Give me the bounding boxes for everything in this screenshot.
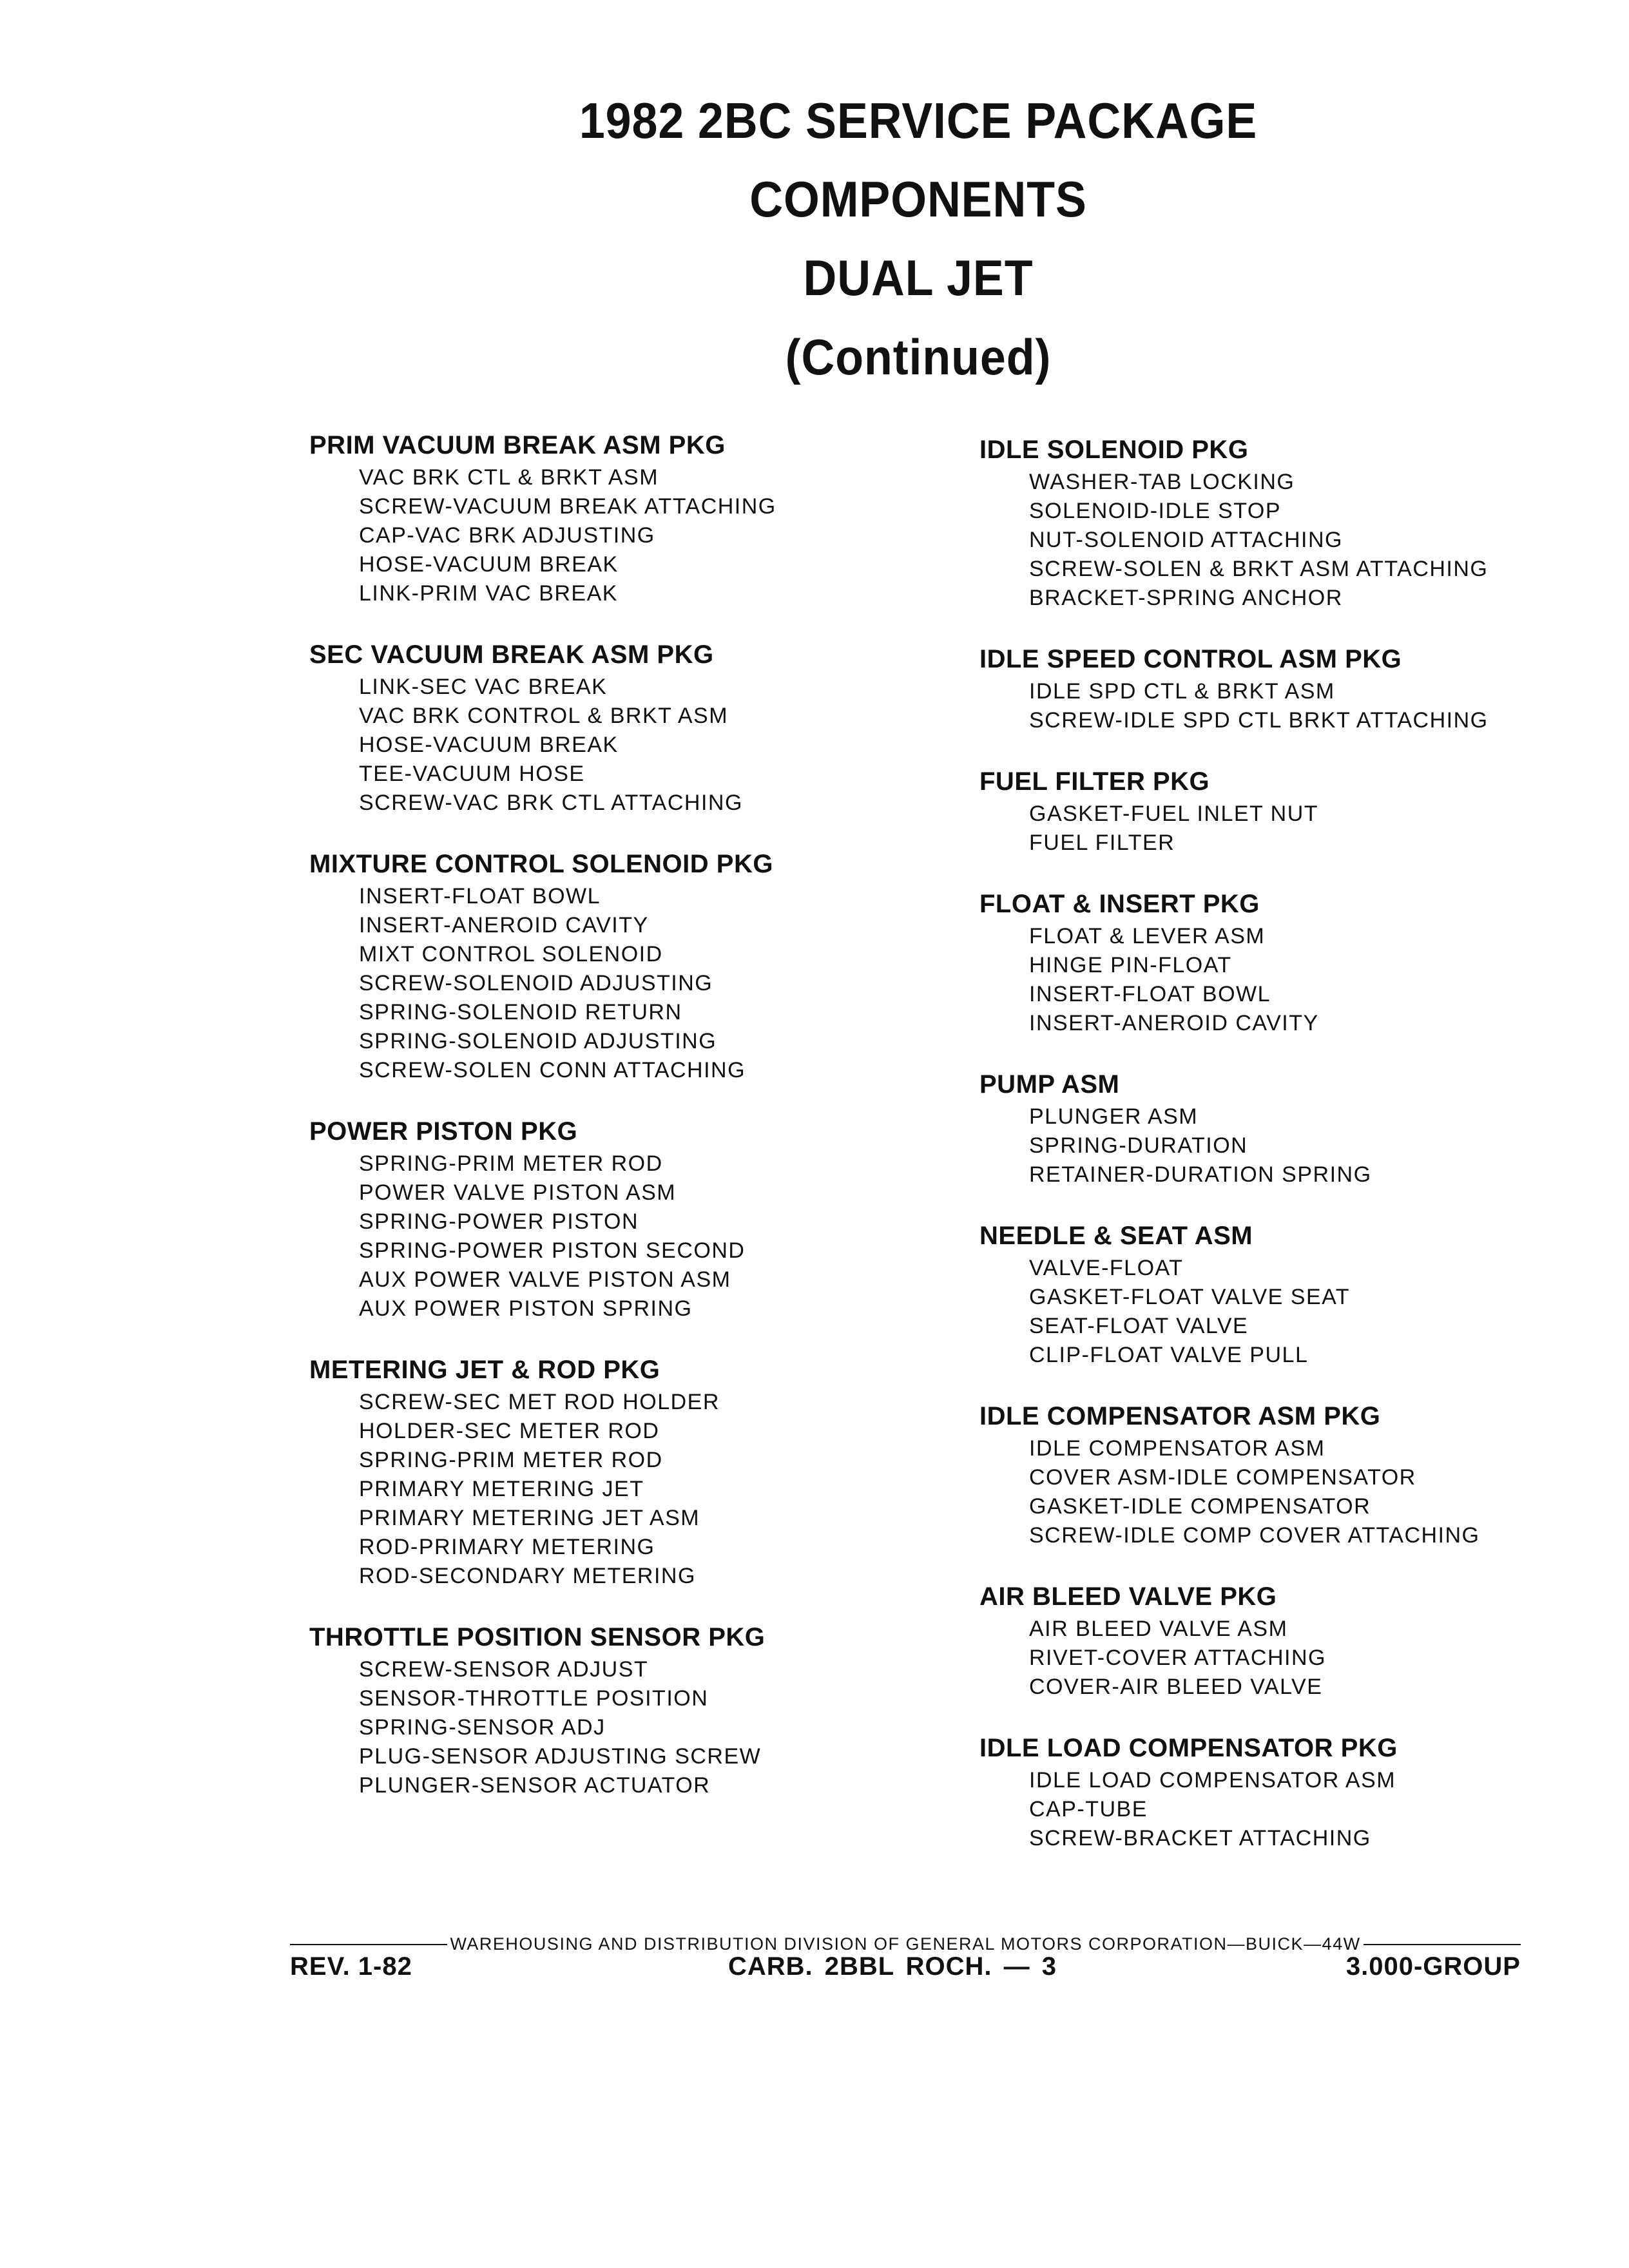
- component-item: SPRING-DURATION: [1029, 1133, 1248, 1158]
- component-item: AUX POWER VALVE PISTON ASM: [359, 1267, 731, 1292]
- package-group: [979, 765, 1624, 858]
- package-group: [979, 887, 1624, 1038]
- component-item: CLIP-FLOAT VALVE PULL: [1029, 1343, 1309, 1367]
- footer-division-line: [290, 1934, 1521, 1954]
- package-title: POWER PISTON PKG: [309, 1117, 578, 1146]
- left-column: [309, 428, 954, 1830]
- component-list: [309, 882, 954, 1085]
- package-title: METERING JET & ROD PKG: [309, 1356, 660, 1384]
- component-list: [979, 1254, 1624, 1370]
- component-item: SCREW-SEC MET ROD HOLDER: [359, 1390, 720, 1414]
- component-item: TEE-VACUUM HOSE: [359, 762, 585, 786]
- page-title-line-1: 1982 2BC SERVICE PACKAGE: [579, 92, 1258, 149]
- component-item: HOSE-VACUUM BREAK: [359, 552, 619, 577]
- component-item: LINK-SEC VAC BREAK: [359, 675, 608, 699]
- package-title: FLOAT & INSERT PKG: [979, 890, 1260, 918]
- package-title: IDLE COMPENSATOR ASM PKG: [979, 1402, 1381, 1430]
- component-item: SCREW-SENSOR ADJUST: [359, 1657, 649, 1682]
- package-group: [979, 433, 1624, 613]
- package-title: PRIM VACUUM BREAK ASM PKG: [309, 431, 726, 459]
- component-item: WASHER-TAB LOCKING: [1029, 470, 1295, 494]
- component-item: SCREW-SOLENOID ADJUSTING: [359, 971, 713, 995]
- component-item: CAP-TUBE: [1029, 1797, 1148, 1821]
- component-item: HOLDER-SEC METER ROD: [359, 1419, 660, 1443]
- page-title-line-4: (Continued): [785, 329, 1052, 385]
- component-list: [309, 1655, 954, 1800]
- package-group: [309, 1353, 954, 1591]
- component-list: [979, 922, 1624, 1038]
- package-title: IDLE SPEED CONTROL ASM PKG: [979, 645, 1402, 673]
- component-list: [309, 1388, 954, 1591]
- component-item: PRIMARY METERING JET ASM: [359, 1506, 700, 1530]
- page-title-line-3: DUAL JET: [803, 249, 1034, 306]
- component-item: GASKET-IDLE COMPENSATOR: [1029, 1494, 1371, 1519]
- package-title: IDLE SOLENOID PKG: [979, 436, 1249, 464]
- package-group: [979, 642, 1624, 735]
- component-item: COVER-AIR BLEED VALVE: [1029, 1675, 1323, 1699]
- package-group: [979, 1068, 1624, 1189]
- package-group: [979, 1580, 1624, 1702]
- package-group: [979, 1731, 1624, 1853]
- component-item: POWER VALVE PISTON ASM: [359, 1180, 677, 1205]
- component-item: SPRING-SOLENOID RETURN: [359, 1000, 682, 1024]
- package-group: [309, 428, 954, 608]
- package-title: THROTTLE POSITION SENSOR PKG: [309, 1623, 766, 1651]
- component-item: SPRING-POWER PISTON SECOND: [359, 1238, 746, 1263]
- component-item: VALVE-FLOAT: [1029, 1256, 1184, 1280]
- component-item: IDLE COMPENSATOR ASM: [1029, 1436, 1325, 1461]
- footer-division-text: WAREHOUSING AND DISTRIBUTION DIVISION OF GENERAL MOTORS CORPORATION—BUICK—44W: [450, 1934, 1361, 1954]
- footer-group: 3.000-GROUP: [1345, 1952, 1521, 1981]
- component-list: [979, 1615, 1624, 1702]
- component-item: PLUNGER ASM: [1029, 1104, 1199, 1129]
- component-item: VAC BRK CTL & BRKT ASM: [359, 465, 659, 490]
- component-list: [979, 677, 1624, 735]
- component-item: SENSOR-THROTTLE POSITION: [359, 1686, 709, 1711]
- component-item: PRIMARY METERING JET: [359, 1477, 644, 1501]
- component-item: SPRING-PRIM METER ROD: [359, 1448, 663, 1472]
- package-title: SEC VACUUM BREAK ASM PKG: [309, 640, 714, 669]
- package-title: NEEDLE & SEAT ASM: [979, 1222, 1253, 1250]
- component-item: INSERT-ANEROID CAVITY: [1029, 1011, 1319, 1035]
- component-item: SCREW-SOLEN CONN ATTACHING: [359, 1058, 746, 1082]
- component-item: GASKET-FLOAT VALVE SEAT: [1029, 1285, 1351, 1309]
- package-group: [309, 1115, 954, 1323]
- component-item: NUT-SOLENOID ATTACHING: [1029, 528, 1344, 552]
- component-item: AIR BLEED VALVE ASM: [1029, 1617, 1288, 1641]
- package-group: [979, 1399, 1624, 1550]
- package-title: AIR BLEED VALVE PKG: [979, 1582, 1277, 1611]
- package-title: PUMP ASM: [979, 1070, 1120, 1099]
- component-list: [309, 463, 954, 608]
- component-item: PLUNGER-SENSOR ACTUATOR: [359, 1773, 711, 1798]
- component-list: [979, 1102, 1624, 1189]
- package-title: MIXTURE CONTROL SOLENOID PKG: [309, 850, 773, 878]
- component-item: PLUG-SENSOR ADJUSTING SCREW: [359, 1744, 762, 1769]
- component-item: SCREW-IDLE SPD CTL BRKT ATTACHING: [1029, 708, 1489, 733]
- component-list: [979, 468, 1624, 613]
- component-item: INSERT-FLOAT BOWL: [359, 884, 601, 908]
- component-item: COVER ASM-IDLE COMPENSATOR: [1029, 1465, 1416, 1490]
- component-item: CAP-VAC BRK ADJUSTING: [359, 523, 655, 548]
- component-item: ROD-SECONDARY METERING: [359, 1564, 696, 1588]
- package-group: [309, 1620, 954, 1800]
- component-list: [309, 1149, 954, 1323]
- component-item: HINGE PIN-FLOAT: [1029, 953, 1232, 977]
- page-title-line-2: COMPONENTS: [749, 171, 1087, 227]
- component-list: [979, 1766, 1624, 1853]
- package-title: IDLE LOAD COMPENSATOR PKG: [979, 1734, 1398, 1762]
- package-group: [309, 847, 954, 1085]
- component-item: ROD-PRIMARY METERING: [359, 1535, 655, 1559]
- component-item: SPRING-SOLENOID ADJUSTING: [359, 1029, 717, 1053]
- component-item: SPRING-PRIM METER ROD: [359, 1151, 663, 1176]
- component-item: SCREW-VAC BRK CTL ATTACHING: [359, 791, 743, 815]
- component-item: SPRING-SENSOR ADJ: [359, 1715, 606, 1740]
- component-item: SEAT-FLOAT VALVE: [1029, 1314, 1249, 1338]
- right-column: [979, 433, 1624, 1883]
- component-list: [979, 1434, 1624, 1550]
- component-item: INSERT-FLOAT BOWL: [1029, 982, 1271, 1006]
- component-item: IDLE LOAD COMPENSATOR ASM: [1029, 1768, 1396, 1792]
- footer-revision: REV. 1-82: [290, 1952, 412, 1981]
- component-item: INSERT-ANEROID CAVITY: [359, 913, 649, 937]
- component-list: [979, 800, 1624, 858]
- component-item: MIXT CONTROL SOLENOID: [359, 942, 663, 966]
- component-item: SCREW-VACUUM BREAK ATTACHING: [359, 494, 776, 519]
- footer-rule-left: [290, 1944, 447, 1945]
- component-list: [309, 673, 954, 818]
- package-group: [309, 638, 954, 818]
- component-item: SCREW-IDLE COMP COVER ATTACHING: [1029, 1523, 1480, 1548]
- component-item: SOLENOID-IDLE STOP: [1029, 499, 1282, 523]
- component-item: FUEL FILTER: [1029, 831, 1175, 855]
- footer-rule-right: [1364, 1944, 1521, 1945]
- footer-page-reference: CARB. 2BBL ROCH. — 3: [728, 1952, 1057, 1981]
- component-item: GASKET-FUEL INLET NUT: [1029, 802, 1319, 826]
- component-item: SCREW-SOLEN & BRKT ASM ATTACHING: [1029, 557, 1489, 581]
- component-item: VAC BRK CONTROL & BRKT ASM: [359, 704, 729, 728]
- component-item: RETAINER-DURATION SPRING: [1029, 1162, 1372, 1187]
- component-item: SPRING-POWER PISTON: [359, 1209, 639, 1234]
- component-item: LINK-PRIM VAC BREAK: [359, 581, 618, 606]
- component-item: FLOAT & LEVER ASM: [1029, 924, 1266, 948]
- component-item: SCREW-BRACKET ATTACHING: [1029, 1826, 1371, 1850]
- package-title: FUEL FILTER PKG: [979, 767, 1210, 796]
- component-item: RIVET-COVER ATTACHING: [1029, 1646, 1326, 1670]
- component-item: IDLE SPD CTL & BRKT ASM: [1029, 679, 1335, 704]
- component-item: HOSE-VACUUM BREAK: [359, 733, 619, 757]
- component-item: BRACKET-SPRING ANCHOR: [1029, 586, 1343, 610]
- package-group: [979, 1219, 1624, 1370]
- component-item: AUX POWER PISTON SPRING: [359, 1296, 693, 1321]
